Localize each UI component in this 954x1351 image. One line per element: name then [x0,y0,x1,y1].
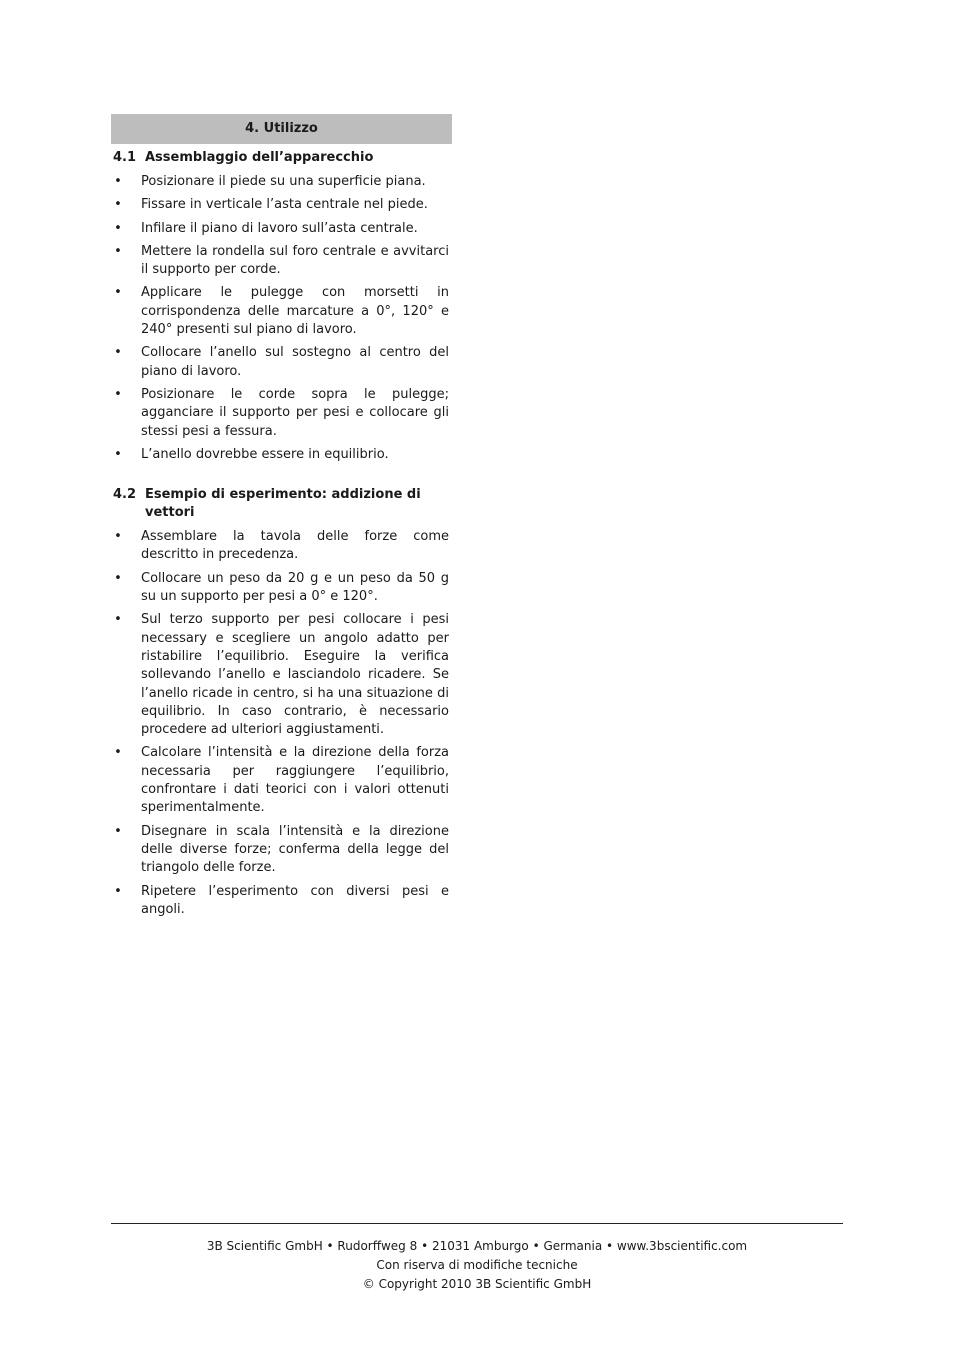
experiment-list [111,528,452,919]
list-item [111,883,452,920]
list-item-text: Calcolare l’intensità e la direzione della forza necessaria per raggiungere l’equilibrio, confrontare i dati teorici con i valori ottenuti sperimentalmente. [141,745,449,816]
list-item [111,446,452,464]
bullet-icon: • [114,612,122,628]
bullet-icon: • [114,745,122,761]
section-heading: 4. Utilizzo [111,114,452,144]
list-item [111,196,452,214]
list-item-text: Posizionare le corde sopra le pulegge; agganciare il supporto per pesi e collocare gli stessi pesi a fessura. [141,386,449,439]
subsection-heading-experiment [113,486,452,522]
bullet-icon: • [114,570,122,586]
list-item [111,611,452,739]
footer-notice: Con riserva di modifiche tecniche [376,1258,578,1272]
main-column [111,114,452,924]
bullet-icon: • [114,197,122,213]
bullet-icon: • [114,345,122,361]
bullet-icon: • [114,883,122,899]
list-item [111,528,452,565]
subsection-number: 4.1 [113,150,137,165]
list-item-text: L’anello dovrebbe essere in equilibrio. [141,446,389,462]
assembly-list [111,173,452,464]
bullet-icon: • [114,386,122,402]
list-item [111,220,452,238]
list-item [111,284,452,339]
list-item-text: Sul terzo supporto per pesi collocare i pesi necessary e scegliere un angolo adatto per ristabilire l’equilibrio. Eseguire la verifica sollevando l’anello e lasciandolo ricadere. Se l’anello ricade in centro, si ha una situazione di equilibrio. In caso contrario, è necessario procedere ad ulteriori aggiustamenti. [141,612,449,738]
subsection-title: Assemblaggio dell’apparecchio [145,150,374,165]
list-item-text: Assemblare la tavola delle forze come descritto in precedenza. [141,529,449,563]
page-footer [111,1237,843,1294]
bullet-icon: • [114,823,122,839]
bullet-icon: • [114,446,122,462]
subsection-title: Esempio di esperimento: addizione di vettori [145,487,421,521]
bullet-icon: • [114,220,122,236]
list-item-text: Fissare in verticale l’asta centrale nel piede. [141,197,428,213]
list-item-text: Infilare il piano di lavoro sull’asta centrale. [141,220,418,236]
footer-address: 3B Scientific GmbH • Rudorffweg 8 • 21031 Amburgo • Germania • www.3bscientific.com [206,1239,748,1253]
list-item [111,386,452,441]
list-item [111,823,452,878]
bullet-icon: • [114,243,122,259]
list-item-text: Collocare l’anello sul sostegno al centro del piano di lavoro. [141,345,449,379]
list-item-text: Posizionare il piede su una superficie piana. [141,174,426,189]
bullet-icon: • [114,285,122,301]
list-item-text: Ripetere l’esperimento con diversi pesi e angoli. [141,883,449,917]
list-item [111,243,452,280]
footer-divider [111,1223,843,1224]
list-item-text: Mettere la rondella sul foro centrale e avvitarci il supporto per corde. [141,243,449,278]
list-item [111,744,452,817]
subsection-number: 4.2 [113,487,137,503]
list-item-text: Applicare le pulegge con morsetti in corrispondenza delle marcature a 0°, 120° e 240° presenti sul piano di lavoro. [141,285,449,338]
list-item [111,344,452,381]
bullet-icon: • [114,174,122,189]
bullet-icon: • [114,529,122,545]
list-item [111,570,452,607]
list-item [111,173,452,191]
list-item-text: Disegnare in scala l’intensità e la direzione delle diverse forze; conferma della legge del triangolo delle forze. [141,823,449,876]
footer-copyright: © Copyright 2010 3B Scientific GmbH [362,1277,592,1291]
list-item-text: Collocare un peso da 20 g e un peso da 50 g su un supporto per pesi a 0° e 120°. [141,570,449,605]
subsection-heading-assembly [113,149,452,167]
